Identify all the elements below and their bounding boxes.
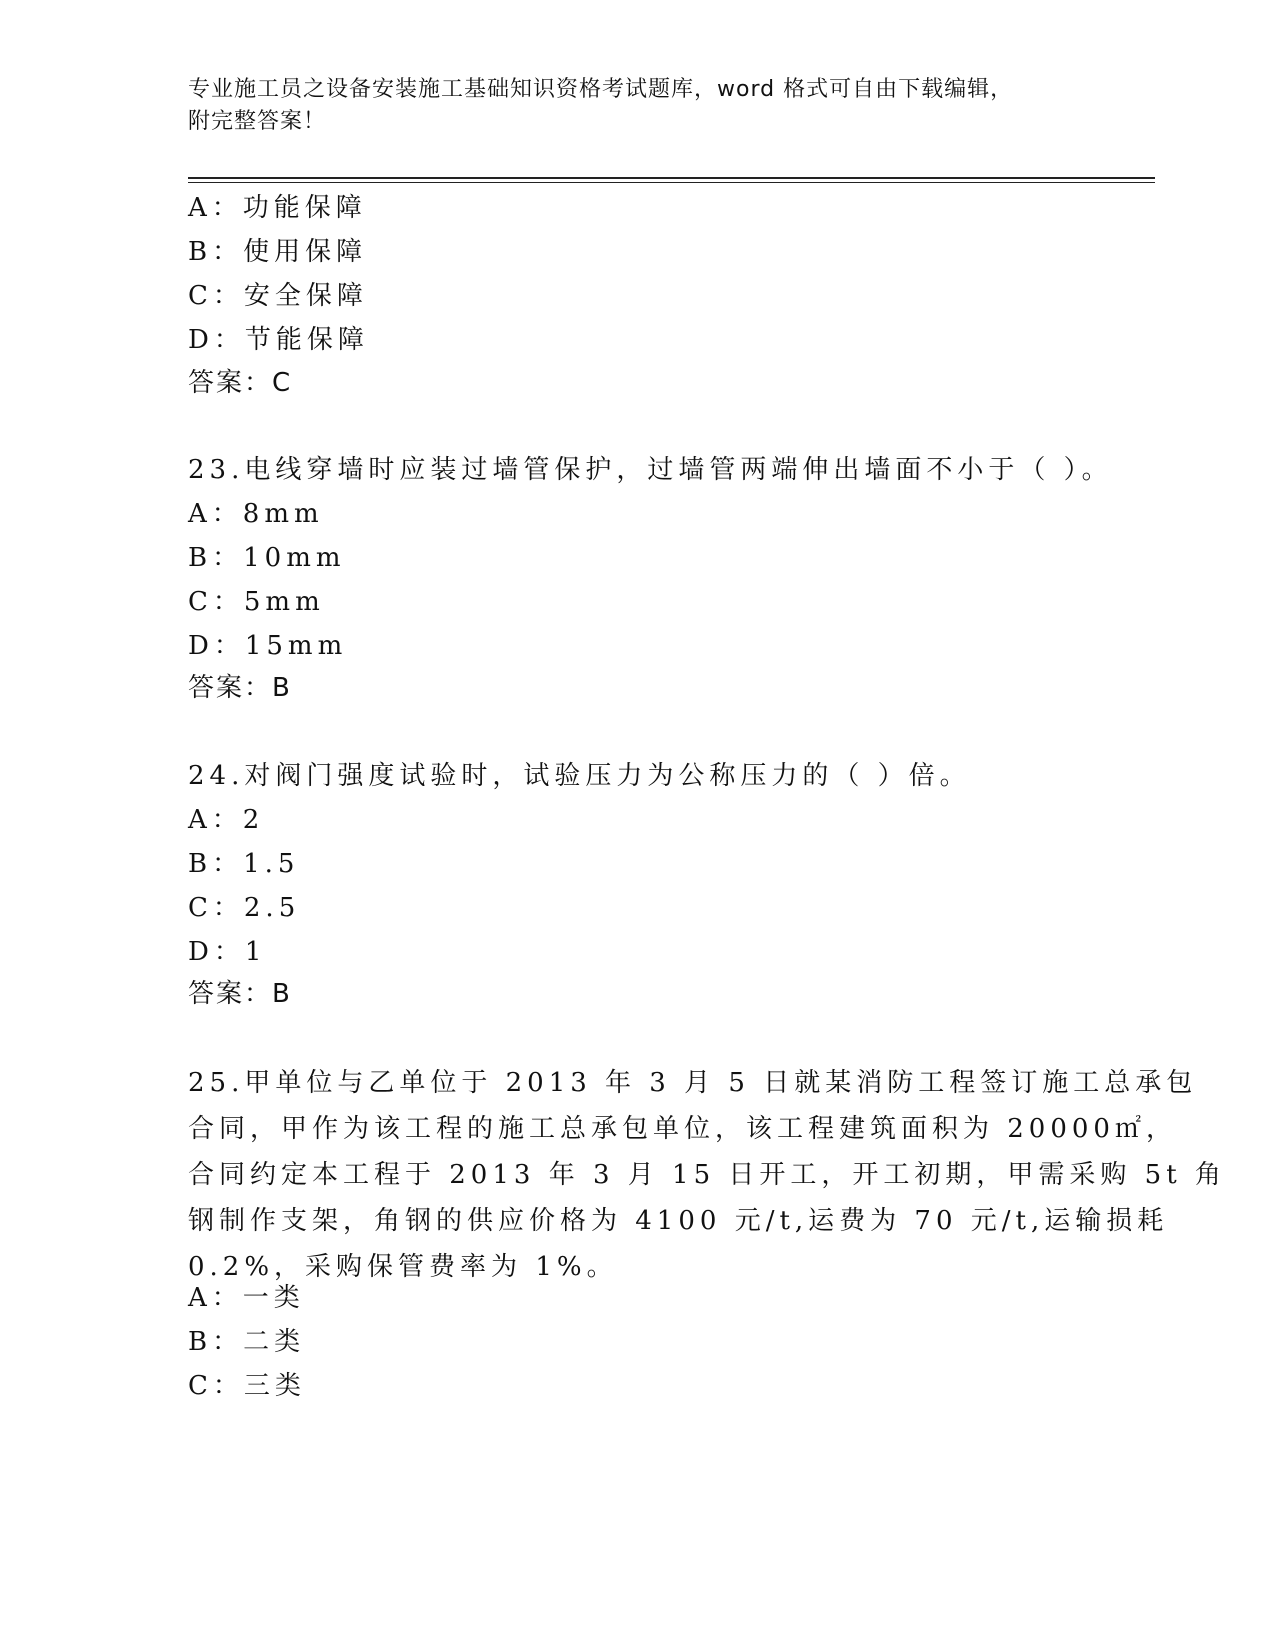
q23-option-a: A：8mm — [188, 499, 324, 529]
header-line-2: 附完整答案！ — [188, 109, 327, 134]
q25-option-b: B：二类 — [188, 1327, 306, 1357]
q24-option-b: B：1.5 — [188, 849, 300, 879]
q22-option-c: C：安全保障 — [188, 281, 368, 311]
q24-option-d: D：1 — [188, 937, 267, 967]
q24-answer: 答案：B — [188, 979, 292, 1009]
q22-answer: 答案：C — [188, 368, 293, 398]
q25-stem-line: 25.甲单位与乙单位于 2013 年 3 月 5 日就某消防工程签订施工总承包 — [188, 1068, 1198, 1098]
q23-stem: 23.电线穿墙时应装过墙管保护，过墙管两端伸出墙面不小于（ ）。 — [188, 455, 1113, 485]
q23-answer: 答案：B — [188, 673, 292, 703]
q25-stem-line: 合同，甲作为该工程的施工总承包单位，该工程建筑面积为 20000㎡， — [188, 1114, 1177, 1144]
q25-option-a: A：一类 — [188, 1283, 305, 1313]
q25-option-c: C：三类 — [188, 1371, 306, 1401]
q23-option-b: B：10mm — [188, 543, 346, 573]
header-line-1: 专业施工员之设备安装施工基础知识资格考试题库，word 格式可自由下载编辑， — [188, 77, 1014, 102]
header-rule-bottom — [188, 182, 1155, 183]
q24-option-a: A：2 — [188, 805, 265, 835]
q23-option-c: C：5mm — [188, 587, 325, 617]
q24-stem: 24.对阀门强度试验时，试验压力为公称压力的（ ）倍。 — [188, 761, 971, 791]
document-header — [188, 74, 1088, 138]
q22-option-a: A：功能保障 — [188, 193, 367, 223]
q25-stem-line: 合同约定本工程于 2013 年 3 月 15 日开工，开工初期，甲需采购 5t 角 — [188, 1160, 1226, 1190]
q25-stem — [188, 1060, 1226, 1290]
q24-option-c: C：2.5 — [188, 893, 301, 923]
q25-stem-line: 钢制作支架，角钢的供应价格为 4100 元/t,运费为 70 元/t,运输损耗 — [188, 1206, 1169, 1236]
header-rule-top — [188, 177, 1155, 179]
q23-option-d: D：15mm — [188, 631, 348, 661]
q22-option-b: B：使用保障 — [188, 237, 368, 267]
q22-option-d: D：节能保障 — [188, 325, 369, 355]
q25-stem-line: 0.2%，采购保管费率为 1%。 — [188, 1252, 618, 1282]
